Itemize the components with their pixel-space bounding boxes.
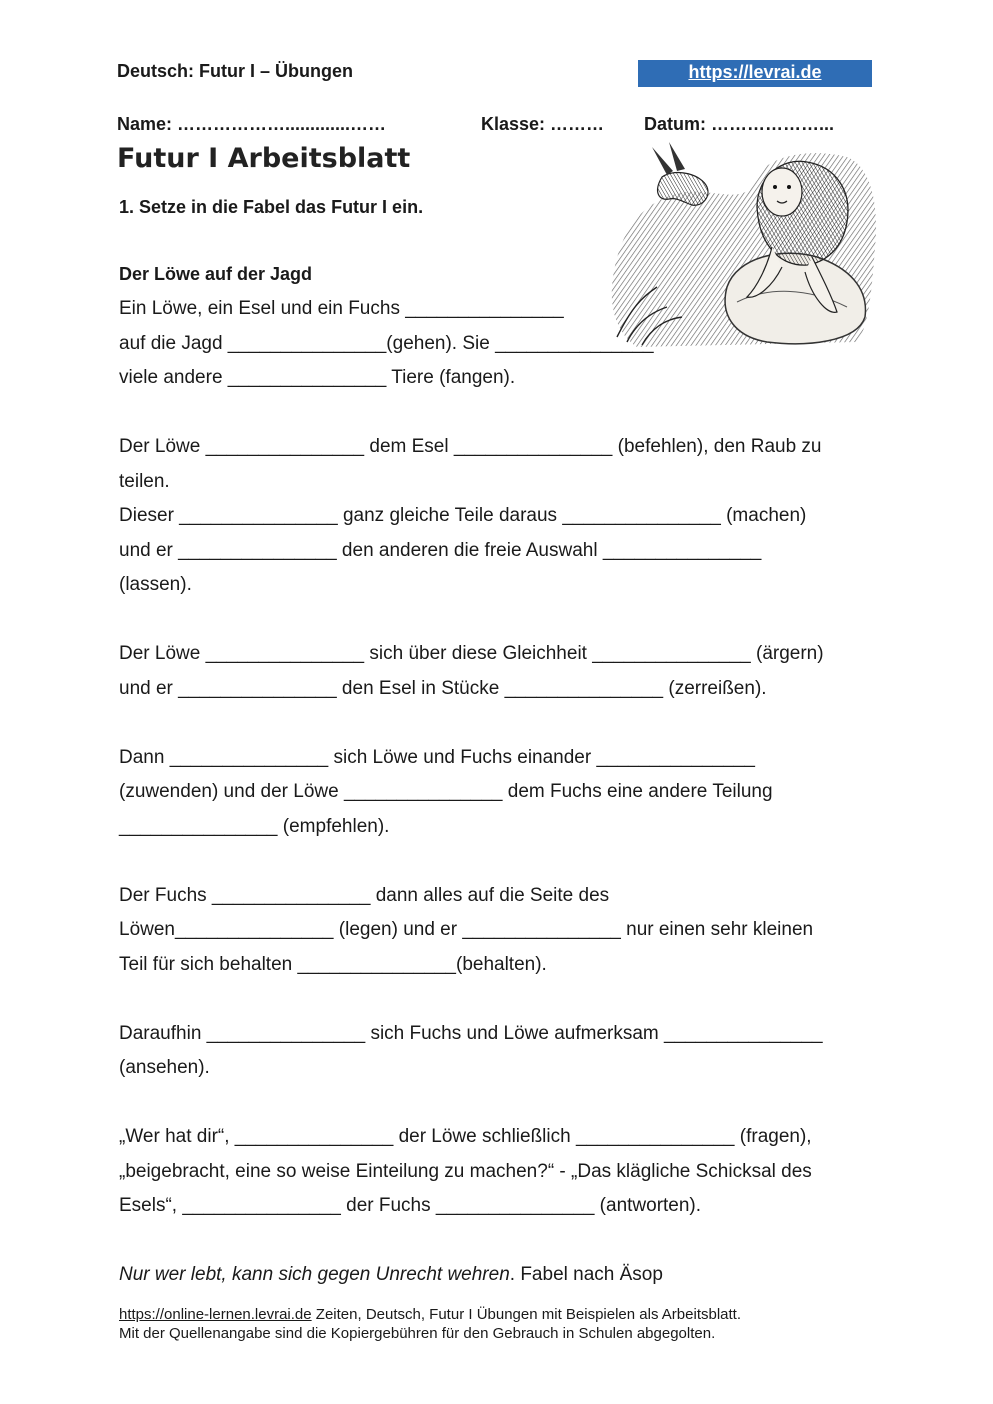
story-line: (lassen).	[119, 574, 192, 595]
story-line: _______________ (empfehlen).	[119, 816, 390, 837]
story-line: viele andere _______________ Tiere (fangen).	[119, 367, 516, 388]
task-instruction: 1. Setze in die Fabel das Futur I ein.	[119, 197, 424, 217]
datum-field: Datum: ………………...	[644, 114, 835, 134]
story-line: und er _______________ den anderen die freie Auswahl _______________	[119, 540, 762, 561]
worksheet-subject: Deutsch: Futur I – Übungen	[117, 61, 353, 81]
lion-donkey-engraving-icon	[607, 137, 882, 352]
story-line: Ein Löwe, ein Esel und ein Fuchs _______________	[119, 298, 564, 319]
story-line: teilen.	[119, 471, 170, 492]
story-line: Esels“, _______________ der Fuchs _______________ (antworten).	[119, 1195, 702, 1216]
page-title: Futur I Arbeitsblatt	[117, 143, 411, 174]
story-line: Dieser _______________ ganz gleiche Teile daraus _______________ (machen)	[119, 505, 807, 526]
story-line: Teil für sich behalten _______________(behalten).	[119, 954, 547, 975]
story-line: „Wer hat dir“, _______________ der Löwe schließlich _______________ (fragen),	[119, 1126, 812, 1147]
website-link-box[interactable]	[638, 60, 872, 87]
story-line: Der Fuchs _______________ dann alles auf die Seite des	[119, 885, 610, 906]
story-line: Der Löwe _______________ sich über diese Gleichheit _______________ (ärgern)	[119, 643, 824, 664]
story-line: Dann _______________ sich Löwe und Fuchs einander _______________	[119, 747, 755, 768]
story-line: „beigebracht, eine so weise Einteilung zu machen?“ - „Das klägliche Schicksal des	[119, 1161, 812, 1182]
story-line: und er _______________ den Esel in Stücke _______________ (zerreißen).	[119, 678, 767, 699]
name-field: Name: ……………….............……	[117, 114, 387, 134]
story-line: (ansehen).	[119, 1057, 210, 1078]
footer-link[interactable]: https://online-lernen.levrai.de	[119, 1306, 312, 1323]
story-line: (zuwenden) und der Löwe _______________ dem Fuchs eine andere Teilung	[119, 781, 773, 802]
klasse-field: Klasse: ………	[481, 114, 605, 134]
story-line: Daraufhin _______________ sich Fuchs und Löwe aufmerksam _______________	[119, 1023, 823, 1044]
footer-line-2: Mit der Quellenangabe sind die Kopiergebühren für den Gebrauch in Schulen abgegolten.	[119, 1325, 716, 1342]
story-line: Der Löwe _______________ dem Esel _______________ (befehlen), den Raub zu	[119, 436, 822, 457]
footer-line-1	[119, 1306, 741, 1323]
story-line: Löwen_______________ (legen) und er _______________ nur einen sehr kleinen	[119, 919, 814, 940]
footer-text: Zeiten, Deutsch, Futur I Übungen mit Beispielen als Arbeitsblatt.	[311, 1306, 742, 1323]
story-line: auf die Jagd _______________(gehen). Sie _______________	[119, 333, 654, 354]
story-title: Der Löwe auf der Jagd	[119, 264, 313, 284]
story-moral	[119, 1264, 663, 1286]
moral-source: . Fabel nach Äsop	[509, 1264, 663, 1285]
moral-text: Nur wer lebt, kann sich gegen Unrecht wehren	[119, 1264, 510, 1285]
website-link[interactable]: https://levrai.de	[688, 62, 822, 82]
